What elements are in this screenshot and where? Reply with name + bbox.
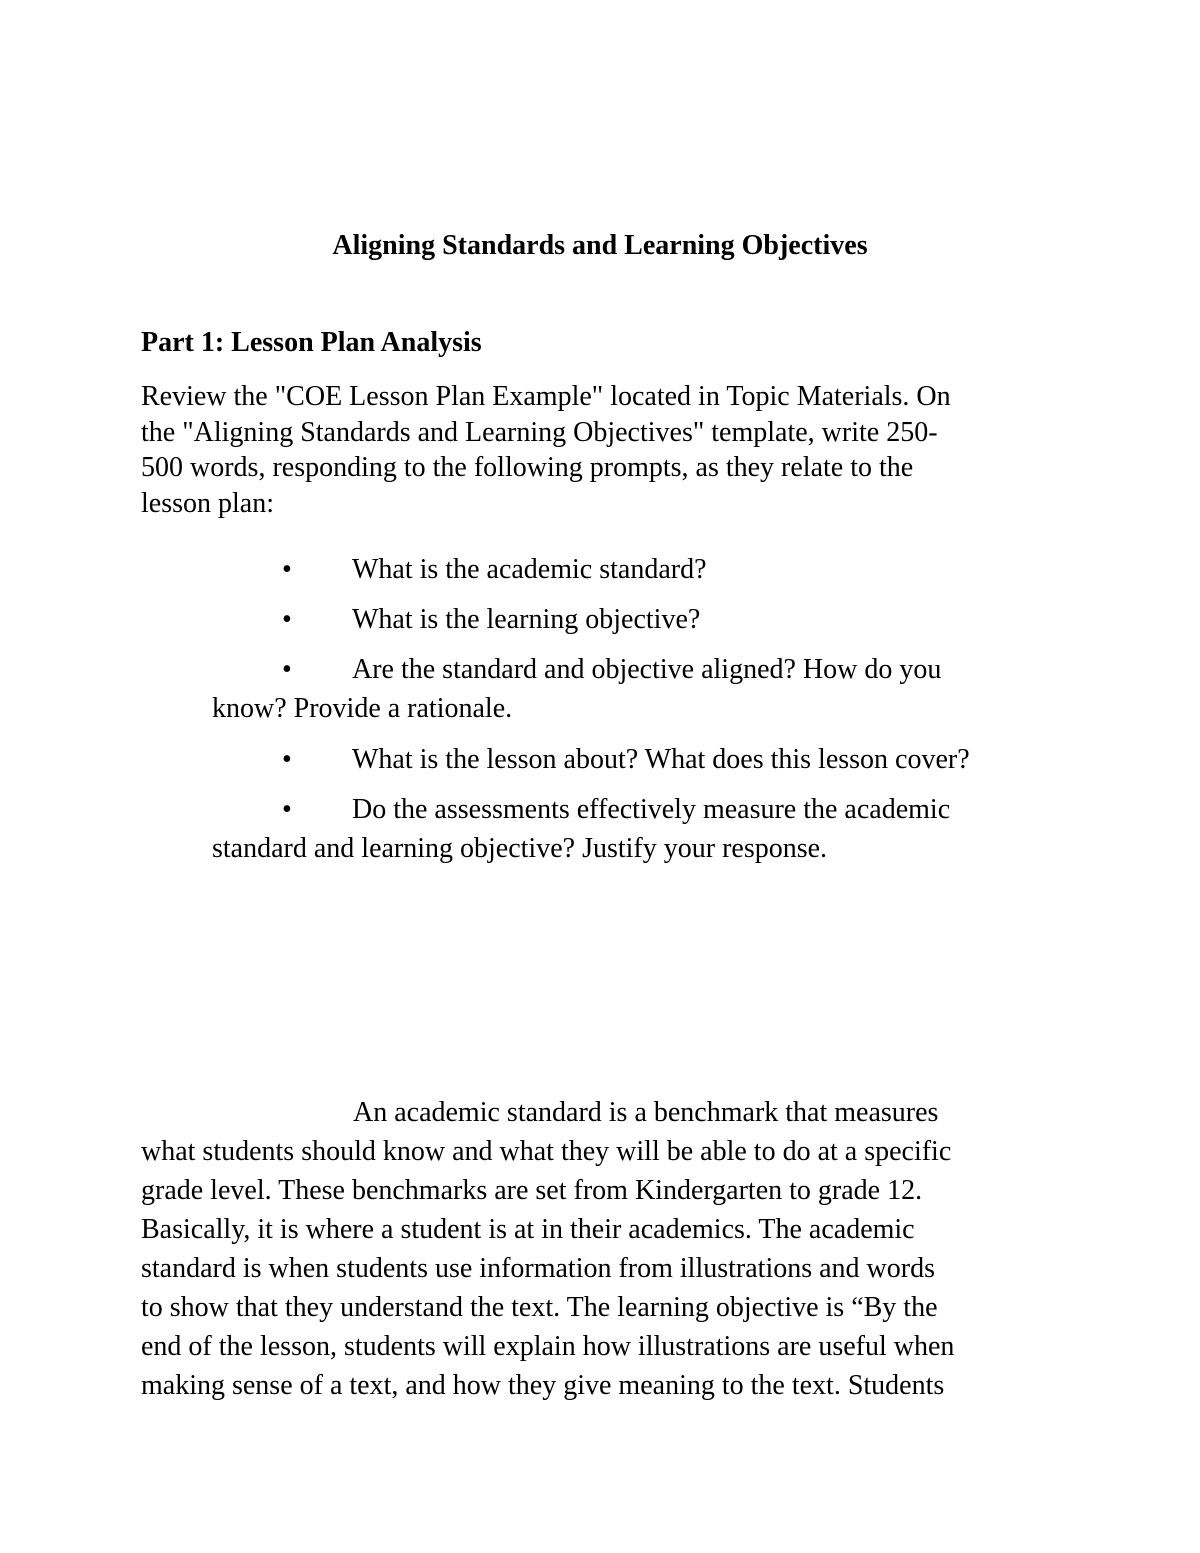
bullet-dot: • (282, 744, 292, 775)
bullet-dot: • (282, 554, 292, 585)
bullet-text: Are the standard and objective aligned? How do you (352, 654, 942, 685)
response-line: making sense of a text, and how they give meaning to the text. Students (141, 1370, 945, 1401)
intro-line: 500 words, responding to the following prompts, as they relate to the (141, 452, 914, 483)
prompt-bullet (212, 790, 1072, 868)
response-paragraph (141, 1093, 1081, 1405)
prompt-bullet (212, 740, 1072, 779)
prompt-bullet (212, 650, 1072, 728)
bullet-dot: • (282, 794, 292, 825)
intro-line: lesson plan: (141, 487, 274, 519)
response-line: Basically, it is where a student is at in their academics. The academic (141, 1214, 915, 1245)
intro-line: the "Aligning Standards and Learning Objectives" template, write 250- (141, 416, 938, 448)
part1-intro (141, 379, 1061, 521)
response-line: An academic standard is a benchmark that measures (353, 1097, 939, 1128)
response-line: end of the lesson, students will explain how illustrations are useful when (141, 1331, 955, 1362)
response-line: standard is when students use information from illustrations and words (141, 1253, 935, 1284)
response-line: to show that they understand the text. The learning objective is “By the (141, 1292, 938, 1323)
prompt-bullet (212, 600, 1072, 639)
response-line: grade level. These benchmarks are set from Kindergarten to grade 12. (141, 1175, 923, 1206)
bullet-text: What is the learning objective? (352, 604, 701, 635)
bullet-text: Do the assessments effectively measure the academic (352, 794, 951, 825)
bullet-dot: • (282, 654, 292, 685)
document-title: Aligning Standards and Learning Objectives (332, 230, 868, 261)
bullet-text-continued: know? Provide a rationale. (212, 693, 513, 724)
bullet-text-continued: standard and learning objective? Justify your response. (212, 833, 828, 864)
intro-line: Review the "COE Lesson Plan Example" located in Topic Materials. On (141, 381, 951, 412)
bullet-dot: • (282, 604, 292, 635)
part1-heading: Part 1: Lesson Plan Analysis (141, 327, 482, 358)
bullet-text: What is the academic standard? (352, 554, 707, 585)
response-line: what students should know and what they will be able to do at a specific (141, 1136, 952, 1167)
bullet-text: What is the lesson about? What does this lesson cover? (352, 744, 970, 775)
prompt-bullet (212, 550, 1072, 589)
